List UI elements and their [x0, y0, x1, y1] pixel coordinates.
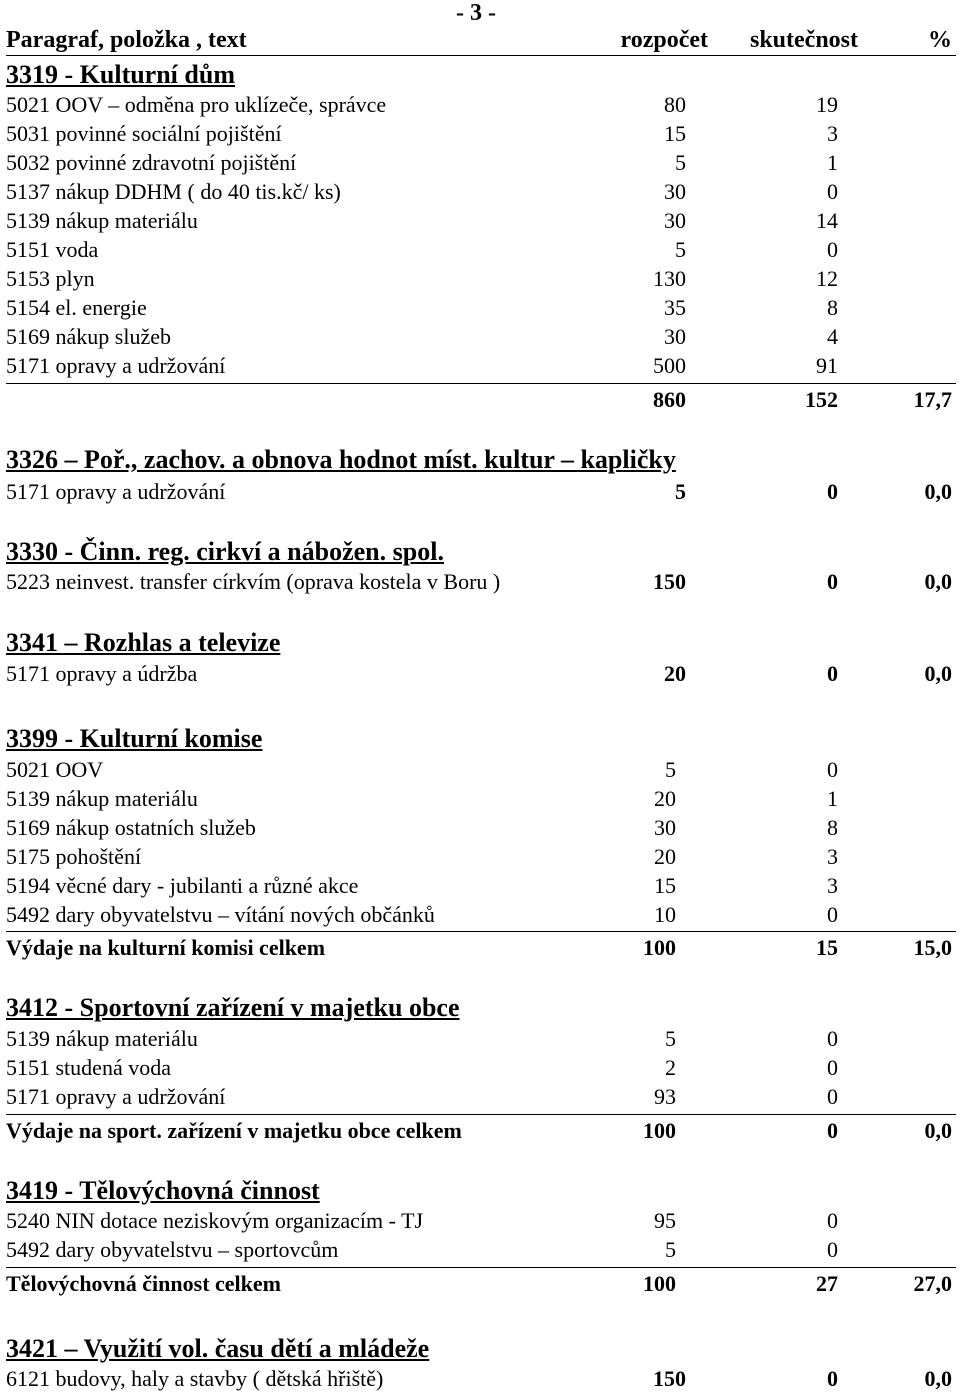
row-actual: 0 — [827, 569, 838, 594]
row-text: 5169 nákup služeb — [6, 324, 171, 349]
section-title-3330: 3330 - Činn. reg. cirkví a nábožen. spol. — [6, 537, 444, 566]
row-actual: 0 — [827, 1366, 838, 1391]
total-percent: 17,7 — [913, 387, 952, 412]
total-percent: 15,0 — [913, 935, 952, 960]
row-text: 5240 NIN dotace neziskovým organizacím - TJ — [6, 1208, 424, 1233]
row-budget: 5 — [665, 1237, 676, 1262]
row-text: 5153 plyn — [6, 266, 95, 291]
row-actual: 0 — [827, 1237, 838, 1262]
row-budget: 150 — [653, 1366, 686, 1391]
row-text: 5171 opravy a udržování — [6, 353, 226, 378]
row-actual: 0 — [827, 1208, 838, 1233]
row-actual: 0 — [827, 661, 838, 686]
total-percent: 27,0 — [913, 1271, 952, 1296]
row-budget: 5 — [665, 1026, 676, 1051]
row-budget: 5 — [675, 150, 686, 175]
row-actual: 3 — [827, 844, 838, 869]
row-actual: 8 — [827, 295, 838, 320]
row-text: 5151 voda — [6, 237, 99, 262]
row-percent: 0,0 — [924, 661, 952, 686]
row-budget: 500 — [653, 353, 686, 378]
row-actual: 8 — [827, 815, 838, 840]
table-row — [6, 352, 956, 380]
row-budget: 30 — [664, 208, 686, 233]
row-text: 5175 pohoštění — [6, 844, 142, 869]
row-text: 5151 studená voda — [6, 1055, 171, 1080]
section-title-3412: 3412 - Sportovní zařízení v majetku obce — [6, 993, 460, 1022]
row-budget: 15 — [664, 121, 686, 146]
row-budget: 5 — [675, 479, 686, 504]
row-budget: 95 — [654, 1208, 676, 1233]
row-actual: 1 — [827, 150, 838, 175]
row-actual: 0 — [827, 237, 838, 262]
row-budget: 30 — [654, 815, 676, 840]
total-text: Výdaje na kulturní komisi celkem — [6, 935, 326, 960]
row-text: 5021 OOV — [6, 757, 104, 782]
row-actual: 0 — [827, 1055, 838, 1080]
table-row — [6, 236, 956, 264]
row-text: 5021 OOV – odměna pro uklízeče, správce — [6, 92, 387, 117]
row-budget: 35 — [664, 295, 686, 320]
total-actual: 27 — [816, 1271, 838, 1296]
row-budget: 30 — [664, 179, 686, 204]
header-budget: rozpočet — [620, 27, 708, 53]
table-row — [6, 178, 956, 206]
section-title-3341: 3341 – Rozhlas a televize — [6, 628, 281, 657]
row-text: 5223 neinvest. transfer církvím (oprava kostela v Boru ) — [6, 569, 501, 594]
row-text: 5139 nákup materiálu — [6, 208, 198, 233]
row-actual: 3 — [827, 121, 838, 146]
header-text: Paragraf, položka , text — [6, 27, 247, 53]
total-budget: 100 — [643, 1118, 676, 1143]
section-title-3399: 3399 - Kulturní komise — [6, 724, 263, 753]
table-row — [6, 149, 956, 177]
row-percent: 0,0 — [924, 569, 952, 594]
row-budget: 2 — [665, 1055, 676, 1080]
table-row — [6, 1207, 956, 1235]
row-text: 5032 povinné zdravotní pojištění — [6, 150, 297, 175]
table-row — [6, 120, 956, 148]
table-row — [6, 1236, 956, 1264]
row-budget: 20 — [664, 661, 686, 686]
table-row — [6, 568, 956, 596]
total-actual: 152 — [805, 387, 838, 412]
total-budget: 860 — [653, 387, 686, 412]
row-text: 5171 opravy a udržování — [6, 479, 226, 504]
row-budget: 10 — [654, 902, 676, 927]
total-row-3399 — [6, 931, 956, 964]
table-row — [6, 207, 956, 235]
table-row — [6, 901, 956, 929]
row-text: 5139 nákup materiálu — [6, 1026, 198, 1051]
section-title-3419: 3419 - Tělovýchovná činnost — [6, 1176, 320, 1205]
total-text: Výdaje na sport. zařízení v majetku obce celkem — [6, 1118, 462, 1143]
row-actual: 91 — [816, 353, 838, 378]
table-row — [6, 323, 956, 351]
row-actual: 1 — [827, 786, 838, 811]
table-row — [6, 872, 956, 900]
row-budget: 130 — [653, 266, 686, 291]
header-percent: % — [928, 27, 952, 53]
table-row — [6, 91, 956, 119]
table-row — [6, 785, 956, 813]
row-budget: 150 — [653, 569, 686, 594]
table-row — [6, 843, 956, 871]
table-header — [6, 27, 956, 56]
row-actual: 0 — [827, 1026, 838, 1051]
row-text: 5139 nákup materiálu — [6, 786, 198, 811]
table-row — [6, 478, 956, 506]
row-budget: 93 — [654, 1084, 676, 1109]
table-row — [6, 1054, 956, 1082]
row-percent: 0,0 — [924, 1366, 952, 1391]
section-title-3421: 3421 – Využití vol. času dětí a mládeže — [6, 1334, 430, 1363]
row-actual: 14 — [816, 208, 838, 233]
table-row — [6, 294, 956, 322]
row-budget: 80 — [664, 92, 686, 117]
total-budget: 100 — [643, 935, 676, 960]
row-text: 6121 budovy, haly a stavby ( dětská hřiště) — [6, 1366, 384, 1391]
header-actual: skutečnost — [749, 27, 858, 53]
row-text: 5171 opravy a údržba — [6, 661, 198, 686]
row-actual: 0 — [827, 1084, 838, 1109]
total-row-3419 — [6, 1267, 956, 1300]
row-actual: 19 — [816, 92, 838, 117]
row-budget: 15 — [654, 873, 676, 898]
total-actual: 15 — [816, 935, 838, 960]
row-budget: 20 — [654, 786, 676, 811]
row-budget: 5 — [675, 237, 686, 262]
table-row — [6, 660, 956, 688]
row-text: 5492 dary obyvatelstvu – sportovcům — [6, 1237, 339, 1262]
row-text: 5137 nákup DDHM ( do 40 tis.kč/ ks) — [6, 179, 341, 204]
row-actual: 0 — [827, 902, 838, 927]
row-actual: 0 — [827, 757, 838, 782]
table-row — [6, 756, 956, 784]
row-budget: 20 — [654, 844, 676, 869]
row-text: 5171 opravy a udržování — [6, 1084, 226, 1109]
table-row — [6, 265, 956, 293]
row-text: 5194 věcné dary - jubilanti a různé akce — [6, 873, 359, 898]
row-actual: 4 — [827, 324, 838, 349]
section-title-3319: 3319 - Kulturní dům — [6, 60, 235, 89]
section-title-3326: 3326 – Poř., zachov. a obnova hodnot míst. kultur – kapličky — [6, 445, 676, 474]
row-percent: 0,0 — [924, 479, 952, 504]
page-number: - 3 - — [456, 0, 496, 26]
table-row — [6, 1025, 956, 1053]
row-actual: 12 — [816, 266, 838, 291]
total-percent: 0,0 — [924, 1118, 952, 1143]
row-actual: 0 — [827, 479, 838, 504]
row-text: 5031 povinné sociální pojištění — [6, 121, 282, 146]
table-row — [6, 1083, 956, 1111]
total-text: Tělovýchovná činnost celkem — [6, 1271, 281, 1296]
total-budget: 100 — [643, 1271, 676, 1296]
row-actual: 0 — [827, 179, 838, 204]
row-budget: 30 — [664, 324, 686, 349]
row-text: 5154 el. energie — [6, 295, 147, 320]
row-text: 5169 nákup ostatních služeb — [6, 815, 256, 840]
table-row — [6, 1365, 956, 1393]
row-budget: 5 — [665, 757, 676, 782]
total-actual: 0 — [827, 1118, 838, 1143]
total-row-3412 — [6, 1114, 956, 1147]
total-row-3319 — [6, 383, 956, 416]
row-text: 5492 dary obyvatelstvu – vítání nových občánků — [6, 902, 435, 927]
row-actual: 3 — [827, 873, 838, 898]
table-row — [6, 814, 956, 842]
